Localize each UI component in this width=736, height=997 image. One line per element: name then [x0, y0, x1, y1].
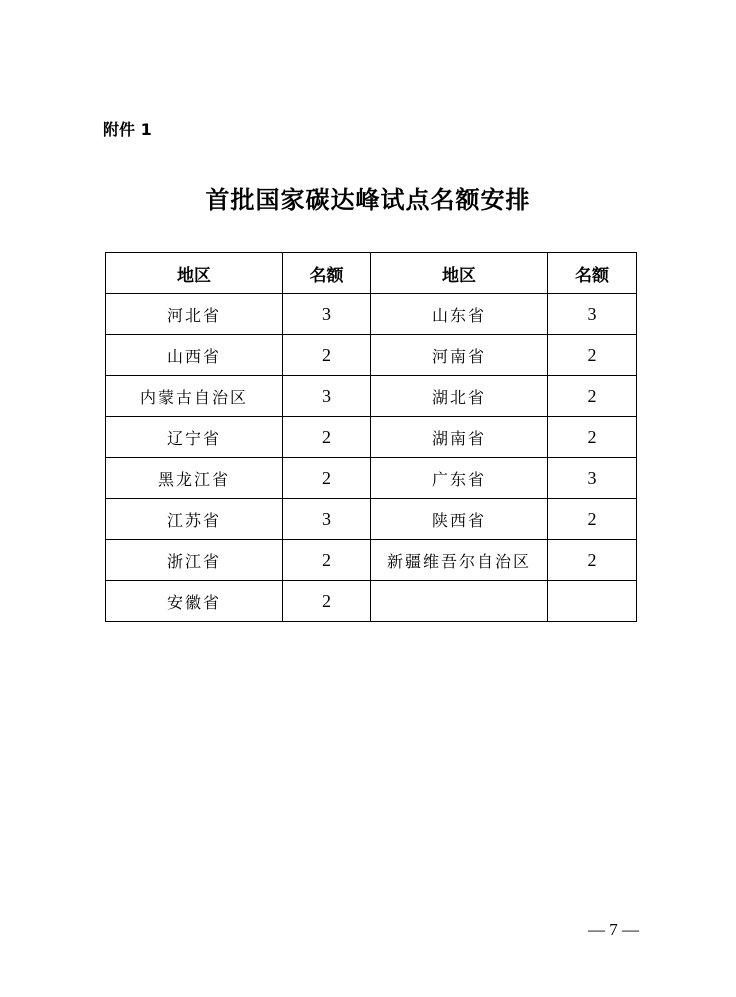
- quota-table: [105, 252, 637, 622]
- left-quota-cell: 3: [283, 294, 371, 335]
- header-quota-right: 名额: [548, 253, 637, 294]
- table-header-row: [106, 253, 637, 294]
- document-title: 首批国家碳达峰试点名额安排: [205, 185, 531, 214]
- left-region-cell: 辽宁省: [106, 417, 283, 458]
- table-row: [106, 294, 637, 335]
- table-row: [106, 540, 637, 581]
- left-region-cell: 江苏省: [106, 499, 283, 540]
- table-row: [106, 417, 637, 458]
- right-quota-cell: [548, 581, 637, 622]
- right-region-cell: 广东省: [371, 458, 548, 499]
- table-row: [106, 335, 637, 376]
- left-region-cell: 内蒙古自治区: [106, 376, 283, 417]
- right-region-cell: 湖北省: [371, 376, 548, 417]
- right-quota-cell: 2: [548, 499, 637, 540]
- table-row: [106, 499, 637, 540]
- left-region-cell: 安徽省: [106, 581, 283, 622]
- right-region-cell: 陕西省: [371, 499, 548, 540]
- left-region-cell: 浙江省: [106, 540, 283, 581]
- left-region-cell: 黑龙江省: [106, 458, 283, 499]
- table-row: [106, 581, 637, 622]
- left-region-cell: 河北省: [106, 294, 283, 335]
- right-region-cell: 湖南省: [371, 417, 548, 458]
- attachment-label: 附件 1: [103, 120, 152, 139]
- right-quota-cell: 2: [548, 540, 637, 581]
- table-row: [106, 458, 637, 499]
- header-region-right: 地区: [371, 253, 548, 294]
- header-region-left: 地区: [106, 253, 283, 294]
- table-row: [106, 376, 637, 417]
- right-region-cell: 河南省: [371, 335, 548, 376]
- left-quota-cell: 2: [283, 581, 371, 622]
- right-quota-cell: 2: [548, 376, 637, 417]
- left-quota-cell: 2: [283, 335, 371, 376]
- left-region-cell: 山西省: [106, 335, 283, 376]
- left-quota-cell: 2: [283, 417, 371, 458]
- left-quota-cell: 2: [283, 540, 371, 581]
- page-number: — 7 —: [588, 920, 639, 939]
- right-quota-cell: 2: [548, 335, 637, 376]
- right-quota-cell: 2: [548, 417, 637, 458]
- header-quota-left: 名额: [283, 253, 371, 294]
- right-quota-cell: 3: [548, 458, 637, 499]
- right-quota-cell: 3: [548, 294, 637, 335]
- left-quota-cell: 3: [283, 376, 371, 417]
- right-region-cell: 山东省: [371, 294, 548, 335]
- left-quota-cell: 3: [283, 499, 371, 540]
- right-region-cell: [371, 581, 548, 622]
- right-region-cell: 新疆维吾尔自治区: [371, 540, 548, 581]
- left-quota-cell: 2: [283, 458, 371, 499]
